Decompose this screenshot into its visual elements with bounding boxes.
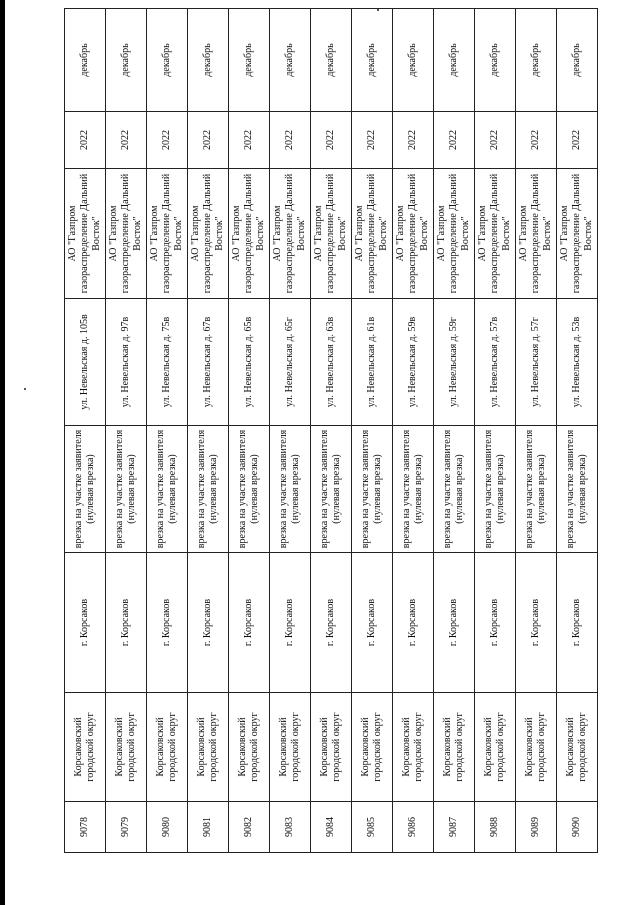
table-row [188,9,229,853]
month-cell: декабрь [311,9,352,112]
year-cell: 2022 [147,112,188,169]
work-type-cell: врезка на участке заявителя (нулевая врезка) [65,426,106,553]
district-cell: Корсаковский городской округ [516,693,557,802]
month-cell: декабрь [557,9,598,112]
organization-cell: АО "Газпром газораспределение Дальний Восток" [311,169,352,299]
month-cell: декабрь [188,9,229,112]
table-row [147,9,188,853]
year-cell: 2022 [270,112,311,169]
table-row [393,9,434,853]
rotated-table-wrapper [64,43,594,853]
organization-cell: АО "Газпром газораспределение Дальний Восток" [475,169,516,299]
work-type-cell: врезка на участке заявителя (нулевая врезка) [352,426,393,553]
district-cell: Корсаковский городской округ [106,693,147,802]
row-number: 9088 [475,802,516,853]
table-row [229,9,270,853]
organization-cell: АО "Газпром газораспределение Дальний Восток" [434,169,475,299]
organization-cell: АО "Газпром газораспределение Дальний Восток" [188,169,229,299]
month-cell: декабрь [106,9,147,112]
settlement-cell: г. Корсаков [557,553,598,693]
district-cell: Корсаковский городской округ [147,693,188,802]
settlement-cell: г. Корсаков [475,553,516,693]
year-cell: 2022 [434,112,475,169]
address-cell: ул. Невельская д. 97в [106,299,147,426]
row-number: 9082 [229,802,270,853]
row-number: 9086 [393,802,434,853]
month-cell: декабрь [147,9,188,112]
address-cell: ул. Невельская д. 59в [393,299,434,426]
month-cell: декабрь [65,9,106,112]
organization-cell: АО "Газпром газораспределение Дальний Восток" [106,169,147,299]
settlement-cell: г. Корсаков [229,553,270,693]
year-cell: 2022 [188,112,229,169]
address-cell: ул. Невельская д. 61в [352,299,393,426]
year-cell: 2022 [229,112,270,169]
scan-edge [0,0,5,905]
table-row [352,9,393,853]
month-cell: декабрь [516,9,557,112]
work-type-cell: врезка на участке заявителя (нулевая врезка) [434,426,475,553]
row-number: 9083 [270,802,311,853]
table-body [65,9,598,853]
table-row [516,9,557,853]
row-number: 9085 [352,802,393,853]
month-cell: декабрь [434,9,475,112]
organization-cell: АО "Газпром газораспределение Дальний Восток" [65,169,106,299]
address-cell: ул. Невельская д. 105в [65,299,106,426]
row-number: 9087 [434,802,475,853]
address-cell: ул. Невельская д. 63в [311,299,352,426]
document-sheet [64,43,594,853]
table-row [106,9,147,853]
table-row [475,9,516,853]
year-cell: 2022 [475,112,516,169]
organization-cell: АО "Газпром газораспределение Дальний Восток" [229,169,270,299]
month-cell: декабрь [475,9,516,112]
work-type-cell: врезка на участке заявителя (нулевая врезка) [147,426,188,553]
district-cell: Корсаковский городской округ [311,693,352,802]
work-type-cell: врезка на участке заявителя (нулевая врезка) [516,426,557,553]
settlement-cell: г. Корсаков [434,553,475,693]
address-cell: ул. Невельская д. 65в [229,299,270,426]
table-row [434,9,475,853]
district-cell: Корсаковский городской округ [270,693,311,802]
address-cell: ул. Невельская д. 57г [516,299,557,426]
settlement-cell: г. Корсаков [311,553,352,693]
row-number: 9090 [557,802,598,853]
row-number: 9078 [65,802,106,853]
table-row [65,9,106,853]
table-row [270,9,311,853]
settlement-cell: г. Корсаков [393,553,434,693]
year-cell: 2022 [106,112,147,169]
district-cell: Корсаковский городской округ [557,693,598,802]
year-cell: 2022 [352,112,393,169]
address-cell: ул. Невельская д. 67в [188,299,229,426]
year-cell: 2022 [557,112,598,169]
year-cell: 2022 [516,112,557,169]
organization-cell: АО "Газпром газораспределение Дальний Восток" [352,169,393,299]
row-number: 9081 [188,802,229,853]
address-cell: ул. Невельская д. 57в [475,299,516,426]
district-cell: Корсаковский городской округ [475,693,516,802]
address-cell: ул. Невельская д. 53в [557,299,598,426]
year-cell: 2022 [311,112,352,169]
work-type-cell: врезка на участке заявителя (нулевая врезка) [311,426,352,553]
month-cell: декабрь [393,9,434,112]
row-number: 9089 [516,802,557,853]
address-cell: ул. Невельская д. 59г [434,299,475,426]
row-number: 9084 [311,802,352,853]
settlement-cell: г. Корсаков [352,553,393,693]
year-cell: 2022 [393,112,434,169]
table-row [557,9,598,853]
row-number: 9080 [147,802,188,853]
district-cell: Корсаковский городской округ [434,693,475,802]
district-cell: Корсаковский городской округ [65,693,106,802]
settlement-cell: г. Корсаков [516,553,557,693]
year-cell: 2022 [65,112,106,169]
work-type-cell: врезка на участке заявителя (нулевая врезка) [475,426,516,553]
table-row [311,9,352,853]
settlement-cell: г. Корсаков [270,553,311,693]
settlement-cell: г. Корсаков [147,553,188,693]
settlement-cell: г. Корсаков [106,553,147,693]
address-cell: ул. Невельская д. 75в [147,299,188,426]
scan-speck [24,388,26,390]
month-cell: декабрь [352,9,393,112]
gas-connection-table [64,8,598,853]
organization-cell: АО "Газпром газораспределение Дальний Восток" [147,169,188,299]
settlement-cell: г. Корсаков [65,553,106,693]
district-cell: Корсаковский городской округ [393,693,434,802]
district-cell: Корсаковский городской округ [352,693,393,802]
settlement-cell: г. Корсаков [188,553,229,693]
work-type-cell: врезка на участке заявителя (нулевая врезка) [393,426,434,553]
work-type-cell: врезка на участке заявителя (нулевая врезка) [270,426,311,553]
organization-cell: АО "Газпром газораспределение Дальний Восток" [557,169,598,299]
district-cell: Корсаковский городской округ [229,693,270,802]
month-cell: декабрь [229,9,270,112]
organization-cell: АО "Газпром газораспределение Дальний Восток" [270,169,311,299]
address-cell: ул. Невельская д. 65г [270,299,311,426]
work-type-cell: врезка на участке заявителя (нулевая врезка) [106,426,147,553]
organization-cell: АО "Газпром газораспределение Дальний Восток" [516,169,557,299]
work-type-cell: врезка на участке заявителя (нулевая врезка) [229,426,270,553]
organization-cell: АО "Газпром газораспределение Дальний Восток" [393,169,434,299]
work-type-cell: врезка на участке заявителя (нулевая врезка) [557,426,598,553]
district-cell: Корсаковский городской округ [188,693,229,802]
row-number: 9079 [106,802,147,853]
work-type-cell: врезка на участке заявителя (нулевая врезка) [188,426,229,553]
month-cell: декабрь [270,9,311,112]
